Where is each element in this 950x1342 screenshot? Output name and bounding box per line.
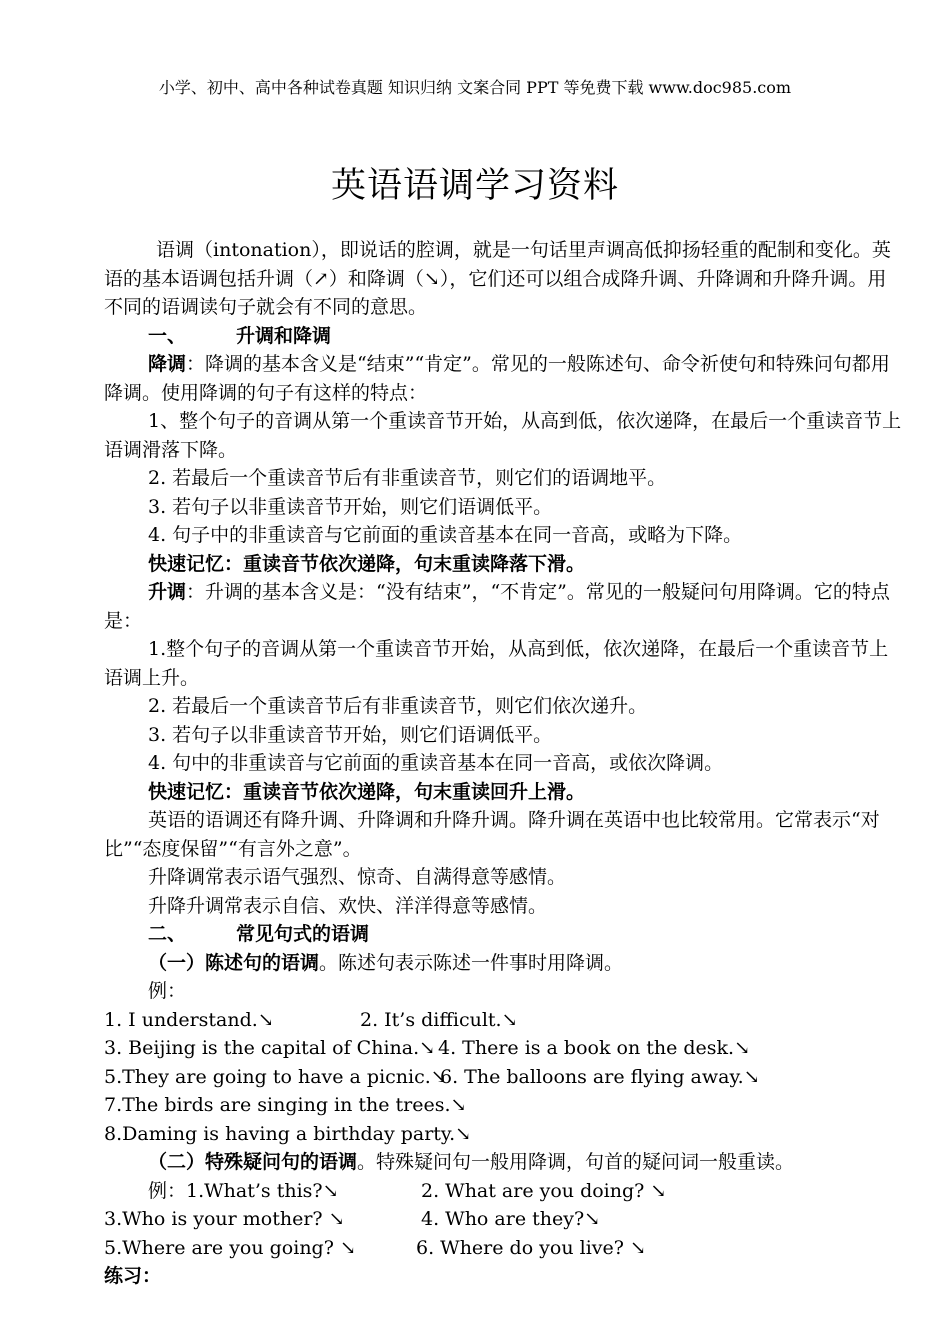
example-sentence: 5.Where are you going? ↘ [104,1236,356,1259]
section-heading-1 [104,322,904,351]
falling-tone-label: 降调 [148,353,187,375]
falling-point: 3. 若句子以非重读音节开始，则它们语调低平。 [148,495,553,518]
example-sentence: 4. There is a book on the desk.↘ [438,1037,751,1059]
page-header: 小学、初中、高中各种试卷真题 知识归纳 文案合同 PPT 等免费下载 www.doc985.com [158,78,792,97]
example-row [104,1234,904,1263]
section-heading-2 [104,920,904,949]
example-sentence: 3.Who is your mother? ↘ [104,1208,345,1230]
falling-point: 4. 句子中的非重读音与它前面的重读音基本在同一音高，或略为下降。 [148,524,743,546]
example-row [104,1006,904,1035]
rising-tone-label: 升调 [148,581,187,603]
falling-point: 1、整个句子的音调从第一个重读音节开始，从高到低，依次递降，在最后一个重读音节上语调滑落下降。 [104,410,902,461]
example-row [104,1034,904,1063]
other-tones-paragraph: 升降升调常表示自信、欢快、洋洋得意等感情。 [148,894,548,917]
rising-tone-text: ：升调的基本含义是：“没有结束”，“不肯定”。常见的一般疑问句用降调。它的特点是： [104,581,890,632]
special-question-paragraph [104,1148,904,1177]
example-sentence: 8.Daming is having a birthday party.↘ [104,1122,472,1145]
falling-point: 2. 若最后一个重读音节后有非重读音节，则它们的语调地平。 [148,467,667,489]
example-sentence: 1.What’s this?↘ [186,1179,339,1202]
section-number: 二、 [148,923,187,945]
rising-point: 3. 若句子以非重读音节开始，则它们语调低平。 [148,723,553,746]
example-first [148,1177,421,1206]
rising-tone-paragraph [104,578,904,635]
rising-point: 2. 若最后一个重读音节后有非重读音节，则它们依次递升。 [148,695,648,717]
section-title: 常见句式的语调 [236,923,370,945]
example-row [104,1063,904,1092]
page-title: 英语语调学习资料 [330,166,619,206]
rising-point: 4. 句中的非重读音与它前面的重读音基本在同一音高，或依次降调。 [148,752,724,774]
other-tones-paragraph: 升降调常表示语气强烈、惊奇、自满得意等感情。 [148,866,567,888]
example-label: 例： [148,1179,187,1202]
rising-memo: 快速记忆：重读音节依次递降，句末重读回升上滑。 [148,780,586,803]
falling-memo: 快速记忆：重读音节依次递降，句末重读降落下滑。 [148,552,586,575]
rising-point: 1.整个句子的音调从第一个重读音节开始，从高到低，依次递降，在最后一个重读音节上语调上升。 [104,638,889,689]
falling-tone-text: ：降调的基本含义是“结束”“肯定”。常见的一般陈述句、命令祈使句和特殊问句都用降调。使用降调的句子有这样的特点： [104,353,890,404]
example-row [104,1177,904,1206]
declarative-text: 。陈述句表示陈述一件事时用降调。 [319,951,624,974]
example-row [104,1120,904,1149]
example-label: 例： [148,980,187,1002]
declarative-paragraph [104,949,904,978]
example-sentence: 6. The balloons are flying away.↘ [440,1065,760,1088]
example-sentence: 4. Who are they?↘ [421,1208,601,1230]
practice-heading: 练习： [104,1265,162,1287]
example-sentence: 7.The birds are singing in the trees.↘ [104,1094,467,1116]
example-row [104,1091,904,1120]
document-body [104,236,904,1291]
intro-paragraph: 语调（intonation），即说话的腔调，就是一句话里声调高低抑扬轻重的配制和变化。英语的基本语调包括升调（↗）和降调（↘），它们还可以组合成降升调、升降调和升降升调。用不同的语调读句子就会有不同的意思。 [104,239,891,318]
example-sentence: 5.They are going to have a picnic.↘ [104,1065,447,1088]
other-tones-paragraph: 英语的语调还有降升调、升降调和升降升调。降升调在英语中也比较常用。它常表示“对比”“态度保留”“有言外之意”。 [104,809,880,860]
example-sentence: 6. Where do you live? ↘ [416,1236,646,1259]
special-question-heading: （二）特殊疑问句的语调 [148,1151,358,1173]
special-question-text: 。特殊疑问句一般用降调，句首的疑问词一般重读。 [357,1151,795,1173]
example-sentence: 2. What are you doing? ↘ [421,1179,667,1202]
example-sentence: 3. Beijing is the capital of China.↘ [104,1037,436,1059]
declarative-heading: （一）陈述句的语调 [148,951,320,974]
example-sentence: 1. I understand.↘ [104,1008,274,1031]
example-row [104,1205,904,1234]
section-number: 一、 [148,324,187,347]
section-title: 升调和降调 [236,324,332,347]
example-sentence: 2. It’s difficult.↘ [360,1008,518,1031]
falling-tone-paragraph [104,350,904,407]
